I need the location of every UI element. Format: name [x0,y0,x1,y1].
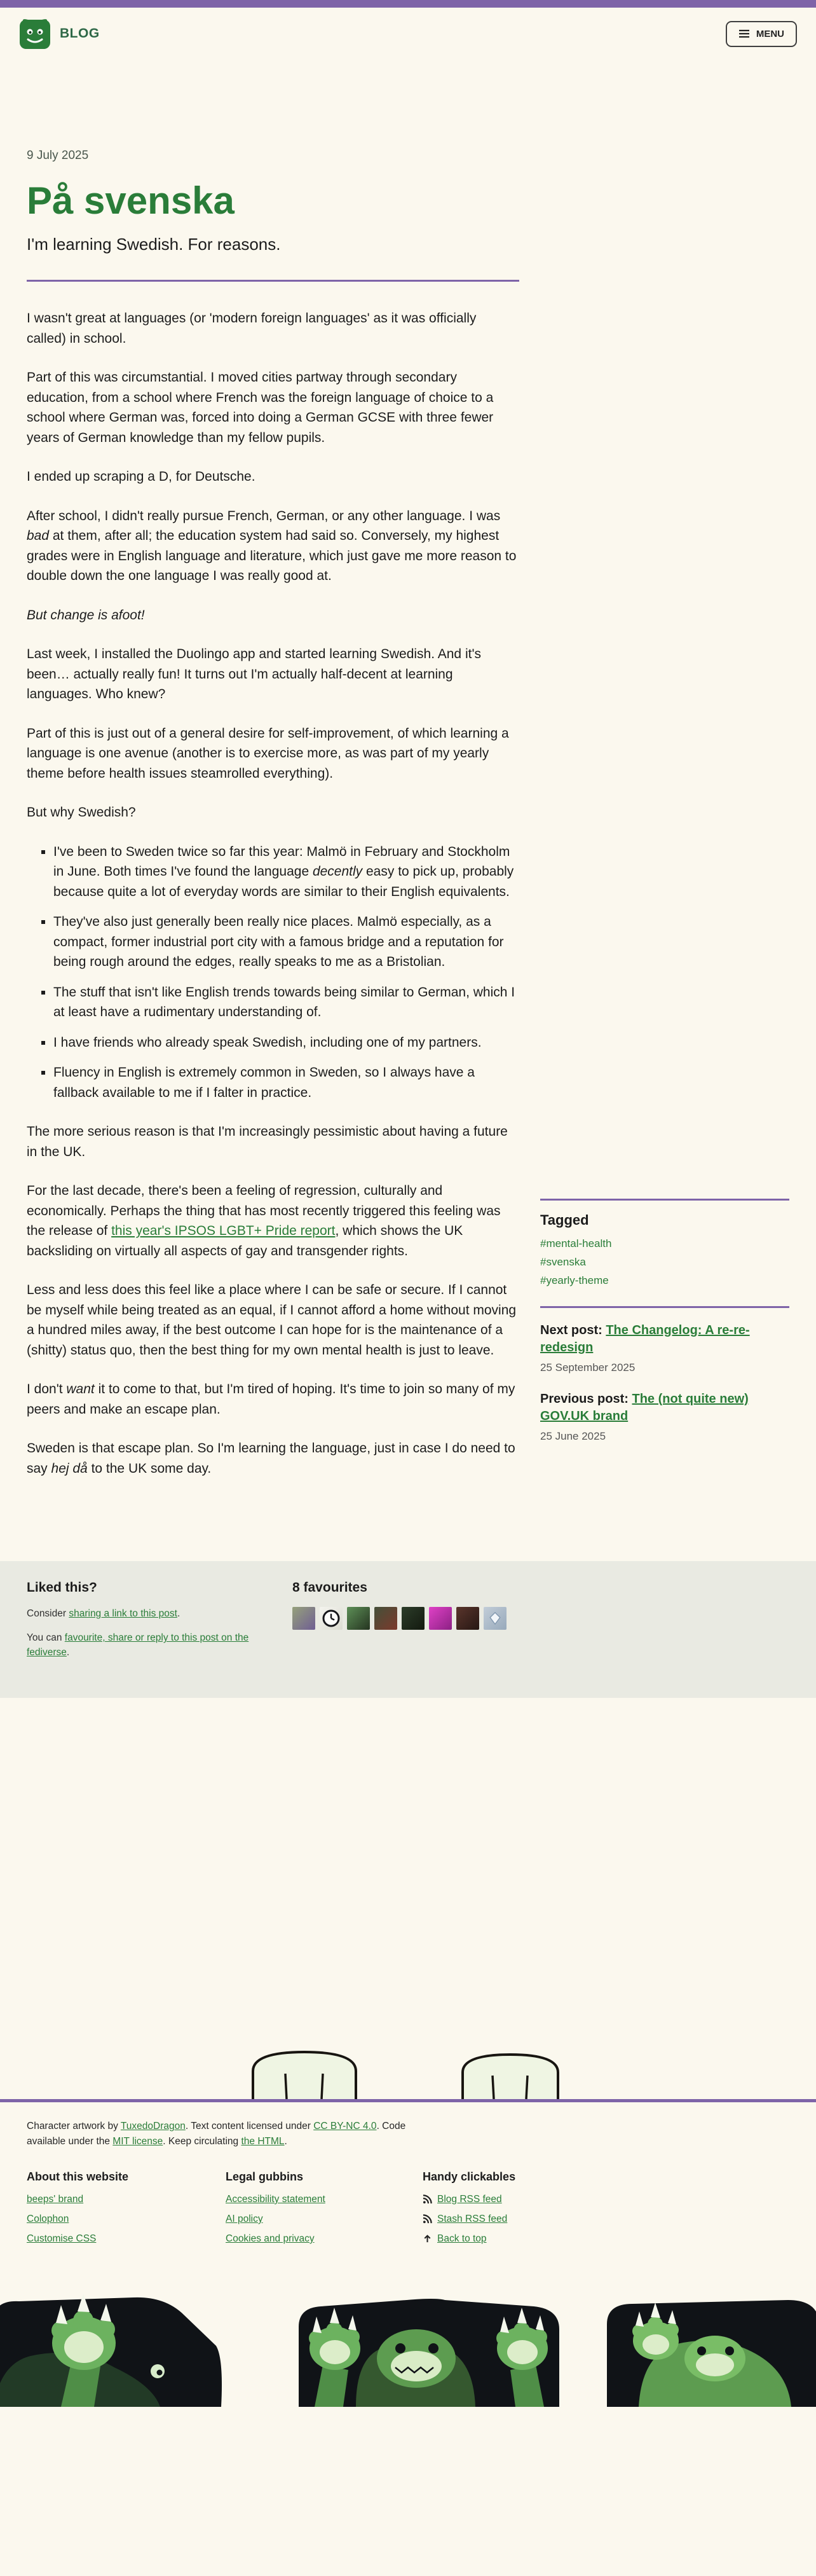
footer-dragon-right [607,2300,816,2407]
text-run: , which shows the UK backsliding on virtually all aspects of gay and transgender rights. [27,1223,463,1258]
footer-link-label: Stash RSS feed [437,2213,508,2224]
emphasis-text: hej då [51,1461,88,1476]
text-run: You can [27,1632,65,1644]
favourite-avatar[interactable] [456,1607,479,1630]
spacer [0,1698,816,2044]
footer-column [226,2170,423,2253]
text-run: easy to pick up, probably because quite a lot of everyday words are similar to their English equivalents. [53,864,514,899]
article-paragraph [27,724,519,784]
article-paragraph [27,1379,519,1419]
footer-column-heading: About this website [27,2170,129,2183]
site-name: BLOG [60,26,100,41]
footer-credits [0,2102,445,2151]
text-run: . Code available under the [27,2121,406,2147]
mit-license-link[interactable]: MIT license [112,2135,163,2147]
article-list [27,842,519,1103]
liked-section [0,1561,816,1698]
previous-post-date: 25 June 2025 [540,1430,606,1442]
menu-button[interactable] [726,21,797,47]
footer-link-back-to-top[interactable] [423,2233,487,2245]
previous-post-link[interactable]: The (not quite new) GOV.UK brand [540,1392,749,1423]
liked-block [27,1580,292,1670]
text-run: They've also just generally been really nice places. Malmö especially, as a compact, former industrial port city with a famous bridge and a reputation for being rough around the edges, really speaks to me as a Bristolian. [53,914,504,969]
footer-link-label: Cookies and privacy [226,2233,315,2244]
pride-report-link[interactable]: this year's IPSOS LGBT+ Pride report [111,1223,336,1238]
dragon-feet-artwork [0,2044,816,2099]
emphasis-text: bad [27,528,50,543]
footer-column [423,2170,622,2253]
article-paragraph [27,802,519,823]
favourite-avatar[interactable] [347,1607,370,1630]
next-post-link[interactable]: The Changelog: A re-re-redesign [540,1323,750,1354]
article-paragraph [27,308,519,348]
article-list-item [53,1033,519,1053]
next-post [540,1322,789,1356]
article-title: På svenska [27,179,235,222]
article-subtitle: I'm learning Swedish. For reasons. [27,235,281,254]
footer-link-customise-css[interactable] [27,2233,96,2245]
article-paragraph [27,644,519,705]
article-body [27,308,519,1478]
text-run: . [66,1646,70,1658]
footer-link-blog-rss-feed[interactable] [423,2194,502,2205]
rss-icon [423,2214,432,2224]
footer-link-cookies-and-privacy[interactable] [226,2233,315,2245]
site-footer [0,2044,816,2407]
text-run: Less and less does this feel like a place where I can be safe or secure. If I cannot be myself while being treated as an equal, if I cannot afford a home without moving a hundred miles away, if the best outcome I can hope for is the maintenance of a (shitty) status quo, then the best thing for my own mental health is just to leave. [27,1283,517,1358]
post-sidebar [540,1199,789,1459]
text-run: I wasn't great at languages (or 'modern foreign languages' as it was officially called) in school. [27,311,477,346]
article-list-item [53,982,519,1023]
favourites-heading: 8 favourites [292,1580,367,1595]
liked-heading: Liked this? [27,1580,97,1595]
fediverse-link[interactable]: favourite, share or reply to this post on the fediverse [27,1632,249,1658]
footer-link-label: AI policy [226,2213,263,2224]
up-arrow-icon [423,2234,432,2243]
article-paragraph [27,368,519,448]
footer-link-label: Back to top [437,2233,487,2244]
favourites-avatars [292,1607,507,1630]
text-run: . Text content licensed under [185,2121,314,2132]
text-run: to the UK some day. [87,1461,212,1476]
text-run: Fluency in English is extremely common in Sweden, so I always have a fallback available to me if I falter in practice. [53,1065,475,1100]
article-date: 9 July 2025 [27,149,89,162]
footer-column [27,2170,226,2253]
article-paragraph [27,1122,519,1162]
hamburger-icon [738,29,750,38]
tag-link[interactable]: #yearly-theme [540,1274,609,1286]
text-run: For the last decade, there's been a feeling of regression, culturally and economically. Perhaps the thing that has most recently triggered this feeling was the release of [27,1183,501,1238]
emphasis-text: want [66,1382,95,1396]
next-post-label: Next post: [540,1323,606,1337]
sidebar-divider-top [540,1199,789,1201]
tagged-heading: Tagged [540,1212,589,1228]
text-run: I have friends who already speak Swedish, including one of my partners. [53,1035,482,1050]
diamond-icon [487,1610,503,1627]
article-paragraph [27,506,519,586]
text-run: I don't [27,1382,67,1396]
footer-link-label: Accessibility statement [226,2193,325,2205]
text-run: Part of this was circumstantial. I moved cities partway through secondary education, from a school where French was the foreign language of choice to a school where German was, forced into doing a German GCSE with three fewer years of German knowledge than my fellow pupils. [27,370,494,445]
site-logo[interactable] [19,18,51,50]
footer-link-ai-policy[interactable] [226,2214,263,2225]
footer-column-heading: Handy clickables [423,2170,516,2183]
top-accent-bar [0,0,816,8]
text-run: I've been to Sweden twice so far this year: Malmö in February and Stockholm in June. Both times I've found the language [53,844,510,879]
text-run: After school, I didn't really pursue French, German, or any other language. I was [27,508,501,523]
footer-link-label: beeps' brand [27,2193,84,2205]
favourite-avatar[interactable] [292,1607,315,1630]
favourite-avatar[interactable] [484,1607,507,1630]
article-list-item [53,1063,519,1103]
dragon-logo-icon [19,18,51,50]
dragon-foot-right [463,2055,558,2099]
text-run: Part of this is just out of a general desire for self-improvement, of which learning a language is one avenue (another is to exercise more, as was part of my yearly theme before health issues steamrolled everything). [27,726,509,781]
text-run: Consider [27,1608,69,1619]
share-line [27,1607,249,1621]
emphasis-text: decently [312,864,363,879]
fediverse-line [27,1631,249,1660]
footer-dragon-centre [299,2299,559,2407]
text-run: . Keep circulating [163,2135,241,2147]
circulating-html-link[interactable]: the HTML [241,2135,285,2147]
footer-column-heading: Legal gubbins [226,2170,304,2183]
article-list-item [53,912,519,972]
text-run: . [284,2135,287,2147]
text-run: Sweden is that escape plan. So I'm learning the language, just in case I do need to say [27,1441,515,1476]
sidebar-divider-bottom [540,1306,789,1308]
article-paragraph [27,467,519,487]
favourites-block [292,1580,507,1670]
text-run: But why Swedish? [27,805,136,820]
emphasis-text: But change is afoot! [27,607,145,623]
footer-columns [0,2151,816,2282]
favourite-avatar[interactable] [429,1607,452,1630]
menu-button-label: MENU [756,28,784,39]
favourite-avatar[interactable] [320,1607,343,1630]
footer-link-label: Customise CSS [27,2233,97,2244]
site-header [0,8,816,60]
cc-license-link[interactable]: CC BY-NC 4.0 [313,2121,377,2132]
text-run: The stuff that isn't like English trends towards being similar to German, which I at least have a rudimentary understanding of. [53,984,515,1019]
footer-link-accessibility-statement[interactable] [226,2194,325,2205]
text-run: Last week, I installed the Duolingo app and started learning Swedish. And it's been… actually really fun! It turns out I'm actually half-decent at learning languages. Who knew? [27,647,481,701]
previous-post-label: Previous post: [540,1392,632,1406]
article [27,149,519,1498]
article-list-item [53,842,519,902]
previous-post [540,1391,789,1425]
article-paragraph [27,1438,519,1478]
clock-icon [322,1609,341,1628]
text-run: . [177,1608,180,1619]
next-post-date: 25 September 2025 [540,1361,636,1374]
tuxedodragon-link[interactable]: TuxedoDragon [120,2121,186,2132]
dragon-foot-left [253,2052,356,2099]
favourite-avatar[interactable] [402,1607,425,1630]
text-run: Character artwork by [27,2121,121,2132]
favourite-avatar[interactable] [374,1607,397,1630]
tag-link[interactable]: #mental-health [540,1237,612,1250]
footer-link-label: Blog RSS feed [437,2193,502,2205]
text-run: at them, after all; the education system had said so. Conversely, my highest grades were in English language and literature, which just gave me more reason to double down the one language I was really good at. [27,528,517,583]
footer-link-label: Colophon [27,2213,69,2224]
footer-dragon-artwork [0,2282,816,2407]
tag-link[interactable]: #svenska [540,1256,586,1268]
main-content [0,60,816,1561]
article-paragraph [27,1181,519,1261]
footer-link-stash-rss-feed[interactable] [423,2214,507,2225]
text-run: I ended up scraping a D, for Deutsche. [27,469,255,484]
rss-icon [423,2194,432,2204]
footer-link-colophon[interactable] [27,2214,69,2225]
text-run: The more serious reason is that I'm increasingly pessimistic about having a future in the UK. [27,1124,508,1159]
tag-list [540,1237,789,1287]
share-link[interactable]: sharing a link to this post [69,1608,177,1619]
text-run: it to come to that, but I'm tired of hoping. It's time to join so many of my peers and make an escape plan. [27,1382,515,1417]
footer-link-beeps-brand[interactable] [27,2194,83,2205]
article-paragraph [27,1280,519,1360]
article-paragraph [27,605,519,626]
title-divider [27,280,519,282]
